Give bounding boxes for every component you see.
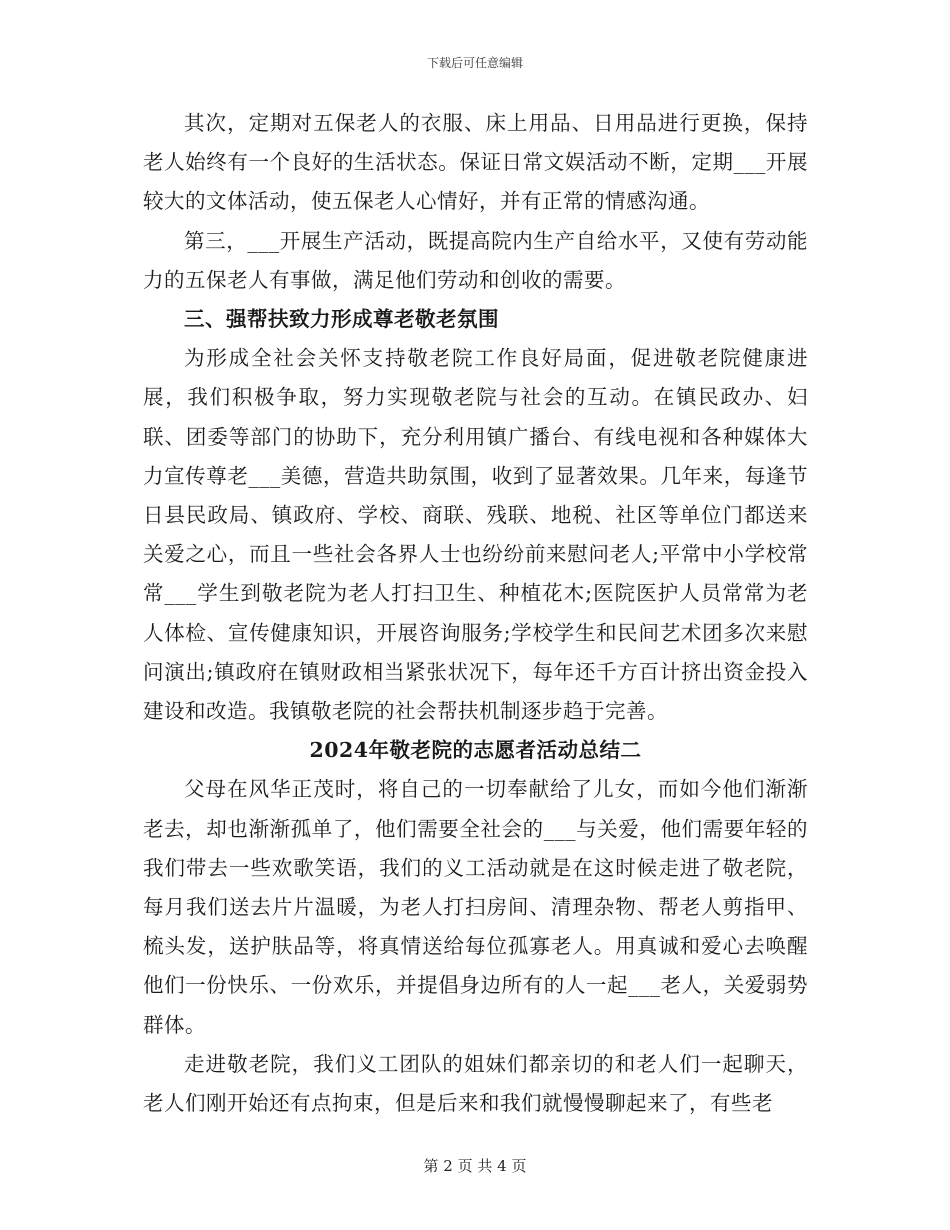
paragraph-secondly: 其次，定期对五保老人的衣服、床上用品、日用品进行更换，保持老人始终有一个良好的生活状态。保证日常文娱活动不断，定期___开展较大的文体活动，使五保老人心情好，并有正常的情感沟通。 bbox=[143, 111, 808, 214]
section-heading-3: 三、强帮扶致力形成尊老敬老氛围 bbox=[184, 307, 499, 332]
paragraph-thirdly: 第三，___开展生产活动，既提高院内生产自给水平，又使有劳动能力的五保老人有事做，满足他们劳动和创收的需要。 bbox=[143, 228, 808, 292]
paragraph-social-support: 为形成全社会关怀支持敬老院工作良好局面，促进敬老院健康进展，我们积极争取，努力实现敬老院与社会的互动。在镇民政办、妇联、团委等部门的协助下，充分利用镇广播台、有线电视和各种媒体大力宣传尊老___美德，营造共助氛围，收到了显著效果。几年来，每逢节日县民政局、镇政府、学校、商联、残联、地税、社区等单位门都送来关爱之心，而且一些社会各界人士也纷纷前来慰问老人;平常中小学校常常___学生到敬老院为老人打扫卫生、种植花木;医院医护人员常常为老人体检、宣传健康知识，开展咨询服务;学校学生和民间艺术团多次来慰问演出;镇政府在镇财政相当紧张状况下，每年还千方百计挤出资金投入建设和改造。我镇敬老院的社会帮扶机制逐步趋于完善。 bbox=[143, 346, 808, 724]
paragraph-parents: 父母在风华正茂时，将自己的一切奉献给了儿女，而如今他们渐渐老去，却也渐渐孤单了，他们需要全社会的___与关爱，他们需要年轻的我们带去一些欢歌笑语，我们的义工活动就是在这时候走进了敬老院，每月我们送去片片温暖，为老人打扫房间、清理杂物、帮老人剪指甲、梳头发，送护肤品等，将真情送给每位孤寡老人。用真诚和爱心去唤醒他们一份快乐、一份欢乐，并提倡身边所有的人一起___老人，关爱弱势群体。 bbox=[143, 777, 808, 1037]
document-body bbox=[143, 104, 808, 1123]
document-title-part-2: 2024年敬老院的志愿者活动总结二 bbox=[309, 738, 642, 763]
paragraph-visit: 走进敬老院，我们义工团队的姐妹们都亲切的和老人们一起聊天，老人们刚开始还有点拘束，但是后来和我们就慢慢聊起来了，有些老 bbox=[143, 1051, 808, 1116]
page-header: 下载后可任意编辑 bbox=[426, 56, 523, 70]
page-footer: 第 2 页 共 4 页 bbox=[423, 1157, 527, 1175]
